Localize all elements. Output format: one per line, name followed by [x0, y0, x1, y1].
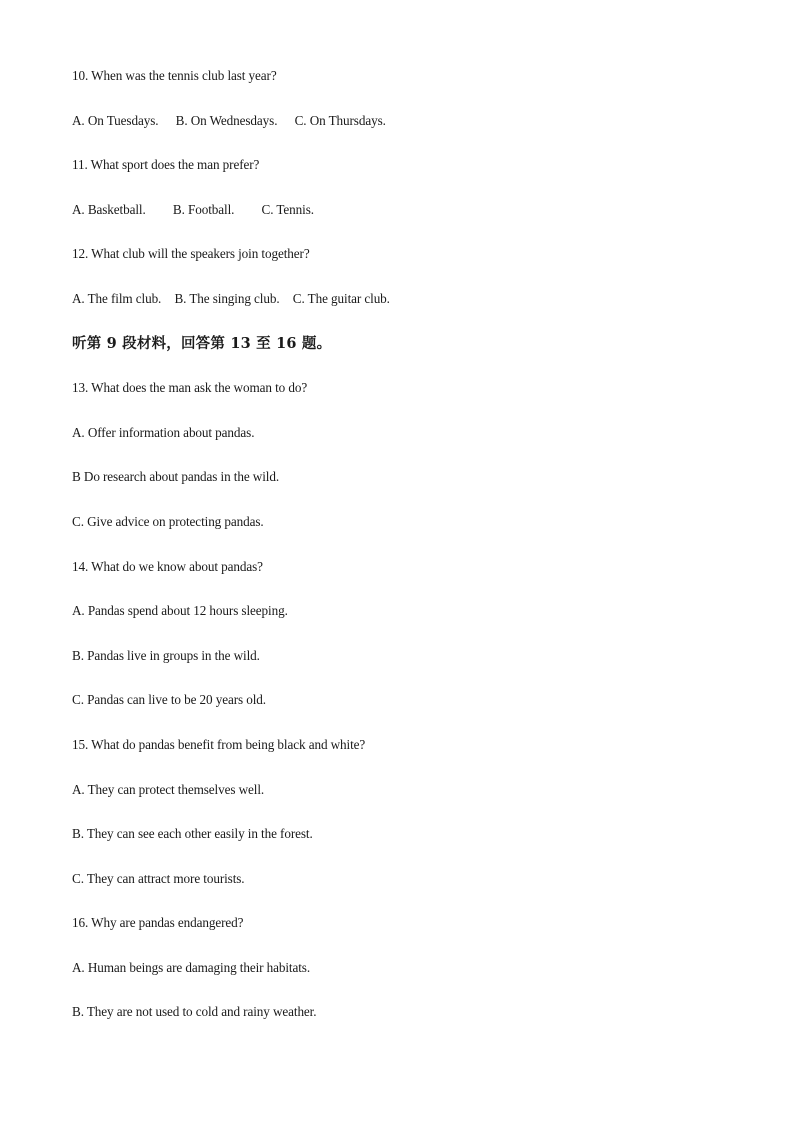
question-15-option-c: C. They can attract more tourists.: [72, 870, 245, 886]
question-13-option-a: A. Offer information about pandas.: [72, 424, 255, 440]
question-16: 16. Why are pandas endangered?: [72, 915, 244, 931]
question-10: 10. When was the tennis club last year?: [72, 68, 277, 83]
question-15-option-b: B. They can see each other easily in the forest.: [72, 826, 313, 842]
question-15-option-a: A. They can protect themselves well.: [72, 781, 265, 797]
question-13-option-b: B Do research about pandas in the wild.: [72, 469, 280, 485]
question-16-option-b: B. They are not used to cold and rainy weather.: [72, 1004, 317, 1020]
question-10-options: [72, 111, 732, 156]
document-page: [72, 66, 732, 1047]
question-12-options: [72, 289, 732, 334]
question-12: 12. What club will the speakers join together?: [72, 246, 310, 262]
option-c: C. Tennis.: [261, 201, 314, 217]
question-14: 14. What do we know about pandas?: [72, 558, 263, 574]
question-11: 11. What sport does the man prefer?: [72, 157, 260, 173]
question-14-option-a: A. Pandas spend about 12 hours sleeping.: [72, 603, 288, 619]
option-b: B. Football.: [172, 201, 235, 217]
option-c: C. The guitar club.: [292, 290, 390, 306]
question-14-option-b: B. Pandas live in groups in the wild.: [72, 647, 260, 663]
question-13: 13. What does the man ask the woman to do?: [72, 380, 308, 396]
question-16-option-a: A. Human beings are damaging their habitats.: [72, 959, 311, 975]
section-title: 听第 9 段材料，回答第 13 至 16 题。: [72, 334, 332, 352]
option-c: C. On Thursdays.: [294, 112, 386, 128]
question-11-options: [72, 200, 732, 245]
option-b: B. On Wednesdays.: [175, 112, 278, 128]
question-13-option-c: C. Give advice on protecting pandas.: [72, 513, 264, 529]
question-15: 15. What do pandas benefit from being black and white?: [72, 736, 366, 752]
option-a: A. The film club.: [72, 290, 162, 306]
option-a: A. On Tuesdays.: [72, 112, 159, 128]
option-a: A. Basketball.: [72, 201, 146, 217]
question-14-option-c: C. Pandas can live to be 20 years old.: [72, 692, 266, 708]
option-b: B. The singing club.: [174, 290, 280, 306]
